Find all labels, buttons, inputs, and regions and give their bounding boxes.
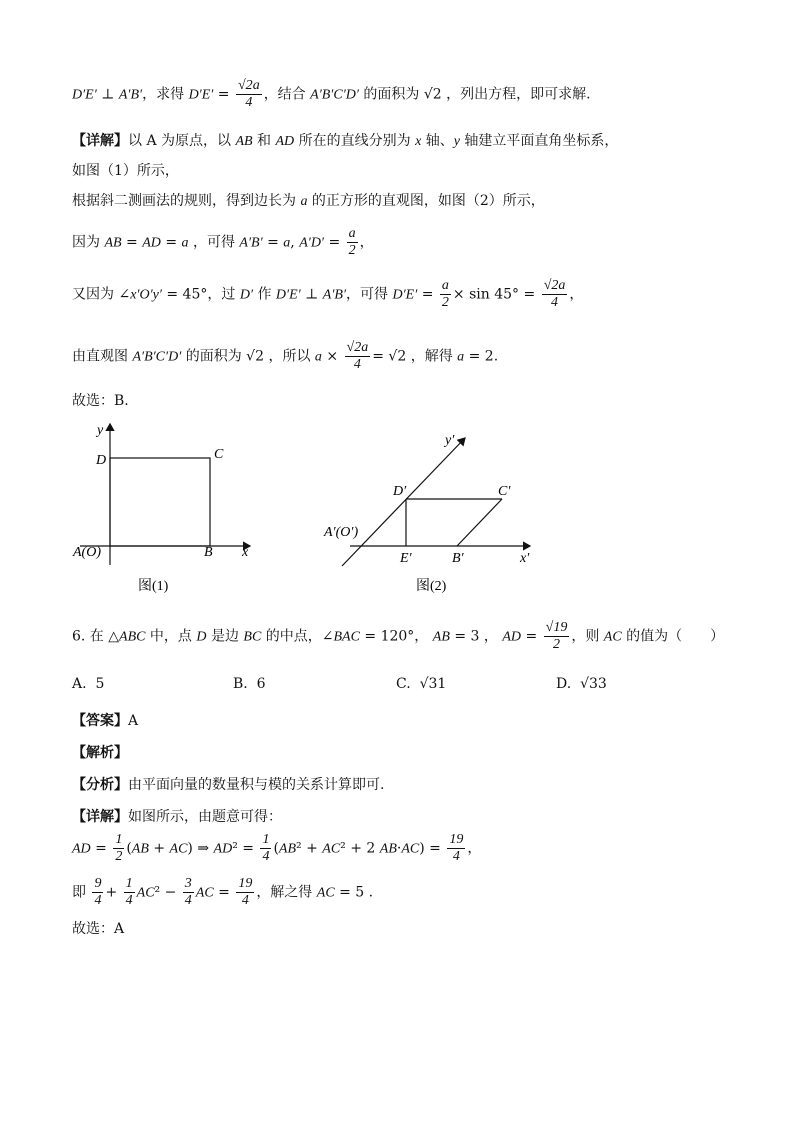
detail-end: 故选：A [72,921,125,937]
fig2-label-y: y′ [445,433,455,448]
vector-eq-1: AD = $\frac{1}{2}$ (AB + AC) ⇒ AD² = $\frac{1}{4}$ (AB² + AC² + 2 AB·AC) = $\frac{19}{4}$ ， [72,832,482,864]
fig1-label-x: x [242,545,249,560]
fig2-label-c: C′ [498,484,511,499]
fenxi-line: 【分析】由平面向量的数量积与模的关系计算即可. [72,777,385,793]
analysis-tag: 【解析】 [72,745,128,761]
option-b[interactable]: B. 6 [233,676,266,692]
solution-line-5: 因为 AB = AD = a ，可得 A′B′ = a, A′D′ = $\frac{a}{2}$ ， [72,226,374,258]
fig1-label-y: y [97,423,104,438]
fig2-label-a: A′(O′) [324,525,359,540]
solution-line-8: 故选：B. [72,393,129,409]
fig1-label-d: D [96,453,107,468]
question-6: 6. 在 △ABC 中，点 D 是边 BC 的中点，∠BAC = 120°， AB = 3 ， AD = $\frac{√19}{2}$ ，则 AC 的值为（ ） [72,620,725,652]
figure-1 [70,420,270,600]
fig2-caption: 图(2) [416,579,447,594]
detail-line: 【详解】如图所示，由题意可得： [72,809,282,825]
figure-2 [320,428,540,600]
solution-line-2: 【详解】以 A 为原点，以 AB 和 AD 所在的直线分别为 x 轴、y 轴建立平面直角坐标系， [72,133,619,149]
solution-line-1: D′E′ ⊥ A′B′，求得 D′E′ = $\frac{√2a}{4}$ ，结合 A′B′C′D′ 的面积为 √2 ，列出方程，即可求解. [72,78,591,110]
vector-eq-2: 即 $\frac{9}{4}$ + $\frac{1}{4}$ AC² − $\frac{3}{4}$ AC = $\frac{19}{4}$ ，解之得 AC = 5 . [72,876,374,908]
fig2-label-x: x′ [520,551,530,566]
fig1-label-a: A(O) [73,545,101,560]
answer-line: 【答案】A [72,713,139,729]
fig2-label-b: B′ [452,551,464,566]
fig2-label-e: E′ [400,551,412,566]
fig1-label-c: C [214,447,224,462]
solution-line-3: 如图（1）所示， [72,163,179,179]
solution-line-7: 由直观图 A′B′C′D′ 的面积为 √2 ，所以 a × $\frac{√2a}{4}$ = √2 ，解得 a = 2. [72,340,499,372]
fig2-label-d: D′ [393,484,407,499]
detail-tag: 【详解】 [72,133,128,149]
solution-line-4: 根据斜二测画法的规则，得到边长为 a 的正方形的直观图，如图（2）所示， [72,193,545,209]
fig1-caption: 图(1) [138,579,169,594]
option-a[interactable]: A. 5 [72,676,105,692]
option-c[interactable]: C. √31 [396,676,447,692]
fig1-label-b: B [204,545,213,560]
solution-line-6: 又因为 ∠x′O′y′ = 45°，过 D′ 作 D′E′ ⊥ A′B′，可得 D′E′ = $\frac{a}{2}$ × sin 45° = $\frac{√2a}{4}$ ， [72,278,584,310]
option-d[interactable]: D. √33 [556,676,607,692]
